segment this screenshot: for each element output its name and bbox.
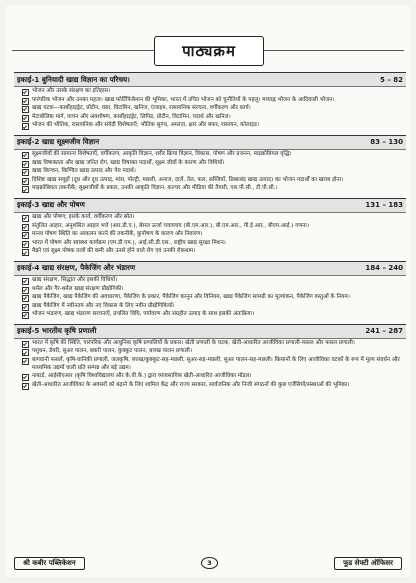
unit-title: इकाई-5 भारतीय कृषि प्रणाली	[17, 326, 97, 336]
topic-text: भोजन की भौतिक, रासायनिक और संवेदी विशेषताएँ; भौतिक सुगंध, अम्लता, क्षार और बफर, रासायन, कोलाइड।	[32, 122, 260, 129]
topic-item	[22, 240, 406, 248]
topic-item	[22, 223, 406, 231]
topic-text: मानव पोषण स्थिति का आकलन करने की तकनीकें, कुपोषण के कारण और निवारण।	[32, 231, 203, 238]
topic-text: खाद्य पैकेजिंग, खाद्य पैकेजिंग की अवधारणा, पैकेजिंग के प्रकार, पैकेजिंग कानून और विनियम, खाद्य पैकेजिंग सामग्री का मूल्यांकन, पैकेजिंग वस्तुओं के नियम।	[32, 294, 350, 301]
topic-item	[22, 294, 406, 302]
topic-text: पशुधन, डेयरी, सुअर पालन, बकरी पालन, कुक्कुट पालन, बत्तख पालन प्रणाली।	[32, 348, 192, 355]
topic-text: भारत में कृषि की स्थिति, पारंपरिक और आधुनिक कृषि प्रणालियों के प्रकार। खेती प्रणाली के घटक, खेती-आधारित आजीविका प्रणाली-फसल और फसल प्रणाली।	[32, 339, 355, 346]
topic-text: खाद्य और पोषण; इसके कार्य, वर्गीकरण और स्रोत।	[32, 213, 135, 220]
topic-text: पारंपरिक भोजन और उनका महत्व। खाद्य फोर्टिफिकेशन की भूमिका, भारत में उचित भोजन को चुनौतियों के पहलू। मध्याह्न भोजन के आदिवासी भोजन।	[32, 96, 335, 103]
checkbox-bullet-icon	[22, 215, 29, 222]
checkbox-bullet-icon	[22, 152, 29, 159]
page-footer	[14, 555, 402, 571]
topic-item	[22, 286, 406, 294]
unit-page-range: 131 – 183	[365, 201, 403, 210]
publisher-name: श्री कबीर पब्लिकेशन	[14, 557, 85, 570]
checkbox-bullet-icon	[22, 349, 29, 356]
topic-item	[22, 348, 406, 356]
checkbox-bullet-icon	[22, 287, 29, 294]
checkbox-bullet-icon	[22, 383, 29, 390]
topic-text: खाद्य किण्वन, किण्वित खाद्य उत्पाद और पेय पदार्थ।	[32, 168, 136, 175]
topic-text: खेती-आधारित आजीविका के अवसरों को बढ़ाने के लिए शामिल केंद्र और राज्य सरकार, सार्वजनिक और निजी संगठनों की कुछ एजेंसियों/संस्थाओं की भूमिका।	[32, 381, 350, 388]
page-title: पाठ्यक्रम	[154, 36, 264, 66]
topic-text: विशिष्ट खाद्य समूहों (दूध और दूध उत्पाद, मांस, पोल्ट्री, मछली, अनाज, दालें, तेल, फल, सब्जियाँ, डिब्बाबंद खाद्य उत्पाद) का भोजन पदार्थों का खराब होना।	[32, 176, 344, 183]
topic-text: माइक्रोबियल तकनीकें; सूक्ष्मजीवों के प्रकार, उनकी आकृति विज्ञान, कल्चर और मीडिया की तैयारी, एस.पी.सी., टी.पी.सी.।	[32, 185, 278, 192]
topic-text: संतुलित आहार, अनुशंसित आहार भत्ते (आर.डी.ए.), बेसल ऊर्जा चयापचय (बी.एम.आर.), बी.एम.आर., पी.ई.आर., बीएम.आई.) गणना।	[32, 222, 309, 229]
unit-title: इकाई-4 खाद्य संरक्षण, पैकेजिंग और भंडारण	[17, 263, 136, 273]
topic-item	[22, 88, 406, 96]
topic-text: मैक्रो एवं सूक्ष्म पोषक तत्वों की कमी और उनसे होने वाले रोग एवं उनकी रोकथाम।	[32, 248, 196, 255]
checkbox-bullet-icon	[22, 241, 29, 248]
unit-title: इकाई-3 खाद्य और पोषण	[17, 200, 85, 210]
unit-section	[14, 261, 406, 322]
checkbox-bullet-icon	[22, 374, 29, 381]
syllabus-content	[14, 72, 406, 394]
unit-section	[14, 324, 406, 393]
topic-item	[22, 185, 406, 193]
topic-item	[22, 168, 406, 176]
checkbox-bullet-icon	[22, 341, 29, 348]
checkbox-bullet-icon	[22, 278, 29, 285]
topic-item	[22, 277, 406, 285]
checkbox-bullet-icon	[22, 115, 29, 122]
topic-item	[22, 357, 406, 372]
checkbox-bullet-icon	[22, 123, 29, 130]
topic-item	[22, 373, 406, 381]
topic-text: नाबार्ड, आईसीएआर (कृषि विश्वविद्यालय और के.वी.के.) द्वारा व्यावसायिक खेती-आधारित आजीविका मॉडल।	[32, 373, 252, 380]
unit-page-range: 5 – 82	[380, 75, 403, 84]
page-number: 3	[201, 557, 218, 569]
topic-item	[22, 151, 406, 159]
unit-heading	[14, 198, 406, 213]
unit-heading	[14, 135, 406, 150]
topic-text: भोजन भंडारण, खाद्य भंडारण सरचनाएँ, प्रचलित विधि, पर्यावरण और संग्रहीत उत्पाद के साथ इसकी अंतःक्रिया।	[32, 311, 255, 318]
topic-text: खाद्य विषाक्तता और खाद्य जनित रोग, खाद्य विषाक्त पदार्थों, सूक्ष्म जीवों के कारण और विधियाँ।	[32, 159, 225, 166]
topic-text: भारत में पोषण और स्वास्थ्य कार्यक्रम (एम.डी.एम.), आई.सी.डी.एस., राष्ट्रीय खाद्य सुरक्षा मिशन।	[32, 239, 226, 246]
checkbox-bullet-icon	[22, 98, 29, 105]
unit-heading	[14, 324, 406, 339]
checkbox-bullet-icon	[22, 312, 29, 319]
topic-item	[22, 105, 406, 113]
topic-list	[14, 150, 406, 196]
unit-page-range: 241 – 287	[365, 327, 403, 336]
topic-text: बागवानी फसलें, कृषि-वानिकी प्रणाली, जलकृषि, बत्तख/कुक्कुट-सह-मछली, सुअर-सह-मछली, सुअर पालन-सह-मछली। किसानों के लिए आजीविका घटकों के रूप में मूल्य संवर्धन और माध्यमिक उद्यमों वाली प्रति सम्पन्न और बड़े उद्यम।	[32, 357, 400, 371]
topic-text: भोजन और उसके संरक्षण का इतिहास।	[32, 88, 111, 94]
checkbox-bullet-icon	[22, 169, 29, 176]
topic-item	[22, 231, 406, 239]
topic-list	[14, 339, 406, 393]
topic-item	[22, 177, 406, 185]
topic-item	[22, 160, 406, 168]
topic-item	[22, 311, 406, 319]
topic-list	[14, 87, 406, 133]
unit-heading	[14, 261, 406, 276]
topic-item	[22, 114, 406, 122]
topic-list	[14, 213, 406, 259]
unit-heading	[14, 72, 406, 87]
topic-text: खाद्य पैकेजिंग में नवीनतम और नए विकास के लिए नवीन प्रौद्योगिकियाँ।	[32, 302, 175, 309]
topic-item	[22, 303, 406, 311]
unit-title: इकाई-1 बुनियादी खाद्य विज्ञान का परिचय।	[17, 74, 130, 84]
topic-list	[14, 276, 406, 322]
checkbox-bullet-icon	[22, 358, 29, 365]
checkbox-bullet-icon	[22, 232, 29, 239]
unit-page-range: 83 – 130	[370, 138, 403, 147]
checkbox-bullet-icon	[22, 161, 29, 168]
topic-text: खाद्य संरक्षण, सिद्धांत और इसकी विधियाँ।	[32, 276, 118, 283]
checkbox-bullet-icon	[22, 249, 29, 256]
topic-item	[22, 340, 406, 348]
topic-item	[22, 122, 406, 130]
unit-section	[14, 198, 406, 259]
unit-section	[14, 135, 406, 196]
topic-text: मेटाबोलिक मार्ग, पाचन और अवशोषण, कार्बोहाइड्रेट, लिपिड, प्रोटीन, विटामिन, पदार्थ और खनिज।	[32, 113, 231, 120]
topic-item	[22, 248, 406, 256]
topic-item	[22, 97, 406, 105]
checkbox-bullet-icon	[22, 89, 29, 96]
checkbox-bullet-icon	[22, 295, 29, 302]
checkbox-bullet-icon	[22, 106, 29, 113]
checkbox-bullet-icon	[22, 178, 29, 185]
unit-section	[14, 72, 406, 133]
unit-page-range: 184 – 240	[365, 264, 403, 273]
unit-title: इकाई-2 खाद्य सूक्ष्मजीव विज्ञान	[17, 137, 100, 147]
checkbox-bullet-icon	[22, 224, 29, 231]
syllabus-page	[6, 6, 410, 577]
checkbox-bullet-icon	[22, 304, 29, 311]
checkbox-bullet-icon	[22, 186, 29, 193]
topic-text: खाद्य घटक—कार्बोहाइड्रेट, प्रोटीन, वसा, विटामिन, खनिज, एंजाइम, रासायनिक संरचना, वर्गीकरण और कार्य।	[32, 105, 251, 112]
topic-text: थर्मल और गैर-थर्मल खाद्य संरक्षण प्रौद्योगिकी।	[32, 285, 124, 292]
exam-name: फूड सेफ्टी ऑफिसर	[334, 557, 402, 570]
topic-item	[22, 382, 406, 390]
topic-text: सूक्ष्मजीवों की सामान्य विशेषताएँ, वर्गीकरण, आकृति विज्ञान, शरीर क्रिया विज्ञान, विकास, पोषण और प्रजनन, माइक्रोबियल वृद्धि।	[32, 150, 292, 157]
topic-item	[22, 214, 406, 222]
